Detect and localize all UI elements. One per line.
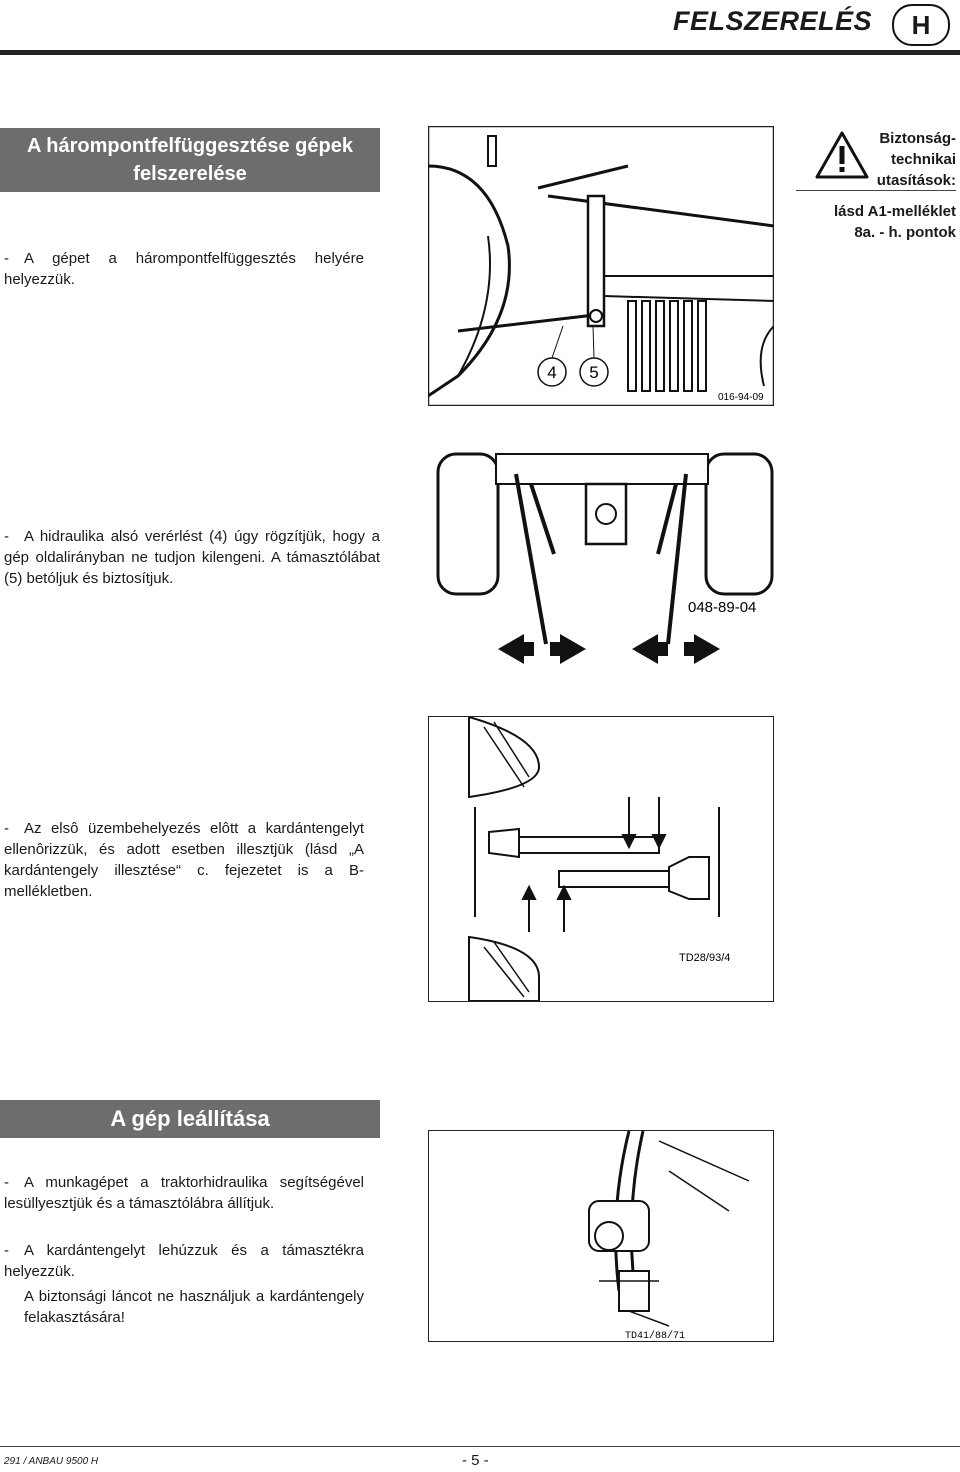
safety-line1: Biztonság- — [879, 130, 956, 147]
arrow-left-icon — [632, 634, 668, 664]
safety-line4: lásd A1-melléklet — [834, 203, 956, 220]
safety-note — [806, 128, 956, 243]
header-rule — [0, 50, 960, 55]
paragraph-lower-machine: - A munkagépet a traktorhidraulika segítségével lesüllyesztjük és a támasztólábra állítjuk. — [4, 1174, 364, 1212]
arrow-right-icon — [550, 634, 586, 664]
section-heading-stopping: A gép leállítása — [0, 1100, 380, 1138]
section-heading-line2: felszerelése — [133, 163, 247, 185]
figure-pto-parked — [428, 1130, 774, 1342]
figure-code: TD41/88/71 — [625, 1331, 686, 1341]
figure-pto-shaft — [428, 716, 774, 1002]
figure-three-point-hitch — [428, 126, 774, 406]
footer-document-id: 291 / ANBAU 9500 H — [4, 1456, 99, 1467]
paragraph-safety-chain: A biztonsági láncot ne használjuk a kardántengely felakasztására! — [24, 1288, 364, 1326]
figure-label-4: 4 — [547, 363, 557, 382]
figure-code: 048-89-04 — [688, 599, 757, 616]
safety-line5: 8a. - h. pontok — [854, 224, 956, 241]
page-number: - 5 - — [462, 1452, 489, 1469]
page-title: FELSZERELÉS — [672, 6, 872, 36]
paragraph-remove-pto-shaft: - A kardántengelyt lehúzzuk és a támasztékra helyezzük. — [4, 1242, 364, 1280]
figure-label-5: 5 — [589, 363, 599, 382]
footer-rule — [0, 1446, 960, 1447]
paragraph-place-machine: - A gépet a hárompontfelfüggesztés helyére helyezzük. — [4, 250, 364, 288]
paragraph-check-pto-shaft: - Az elsô üzembehelyezés elôtt a kardántengelyt ellenôrizzük, és adott esetben illesztjük (lásd „A kardántengely illesztése“ c. fejezetet is a B-mellékletben. — [4, 820, 364, 900]
figure-lower-links — [436, 444, 782, 680]
safety-line3: utasítások: — [876, 172, 956, 189]
language-badge: H — [892, 4, 950, 46]
paragraph-fix-lower-links: - A hidraulika alsó verérlést (4) úgy rögzítjük, hogy a gép oldalirányban ne tudjon kilengeni. A támasztólábat (5) betóljuk és biztosítjuk. — [4, 528, 380, 587]
safety-divider — [796, 190, 956, 191]
section-heading-mounting — [0, 128, 380, 192]
figure-code: 016-94-09 — [718, 392, 764, 403]
arrow-left-icon — [498, 634, 534, 664]
arrow-right-icon — [684, 634, 720, 664]
safety-line2: technikai — [890, 151, 956, 168]
figure-code: TD28/93/4 — [679, 952, 731, 964]
section-heading-line1: A hárompontfelfüggesztése gépek — [27, 135, 353, 157]
